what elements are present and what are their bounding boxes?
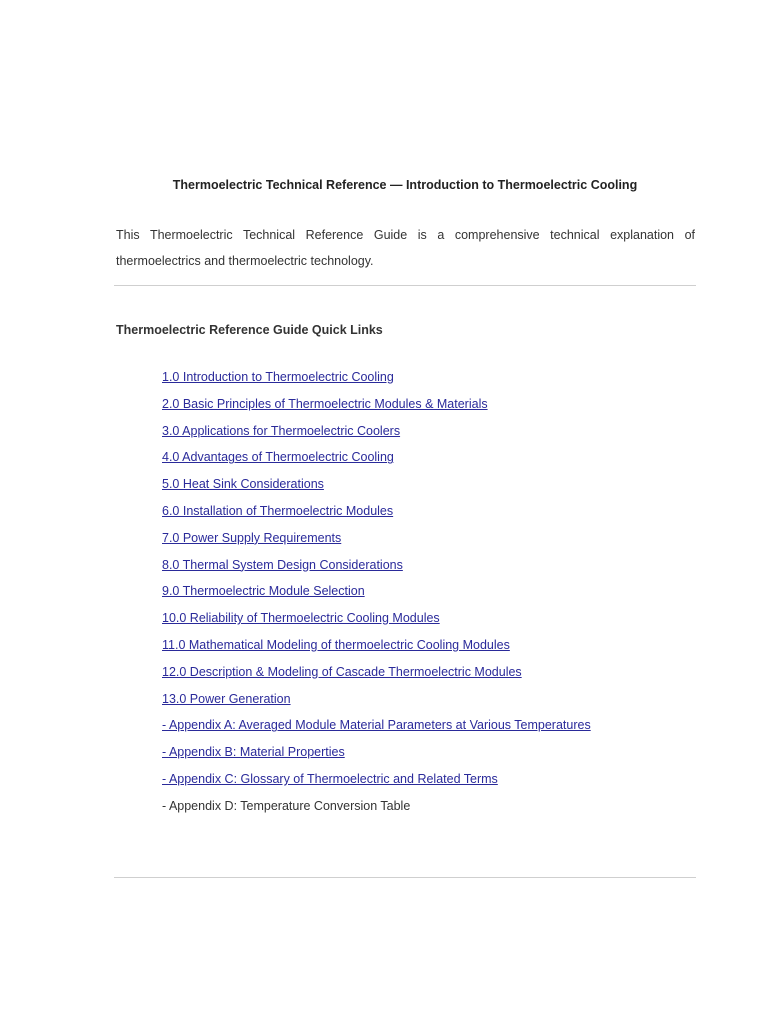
link-8-0-thermal-system-design[interactable]: 8.0 Thermal System Design Considerations xyxy=(162,557,403,572)
link-3-0-applications[interactable]: 3.0 Applications for Thermoelectric Coolers xyxy=(162,423,401,438)
link-1-0-introduction[interactable]: 1.0 Introduction to Thermoelectric Cooling xyxy=(162,370,394,384)
quick-links-list xyxy=(162,368,591,824)
link-10-0-reliability[interactable]: 10.0 Reliability of Thermoelectric Cooling Modules xyxy=(162,611,440,626)
list-item xyxy=(162,743,591,770)
page-title: Thermoelectric Technical Reference — Introduction to Thermoelectric Cooling xyxy=(172,178,638,192)
list-item xyxy=(162,663,591,690)
list-item xyxy=(162,609,591,636)
divider-bottom xyxy=(114,877,696,878)
link-12-0-cascade-modules[interactable]: 12.0 Description & Modeling of Cascade Thermoelectric Modules xyxy=(162,664,522,679)
quick-links-heading: Thermoelectric Reference Guide Quick Links xyxy=(116,323,383,337)
list-item xyxy=(162,395,591,422)
link-11-0-mathematical-modeling[interactable]: 11.0 Mathematical Modeling of thermoelectric Cooling Modules xyxy=(162,637,510,652)
link-5-0-heat-sink[interactable]: 5.0 Heat Sink Considerations xyxy=(162,477,324,492)
divider-top xyxy=(114,285,696,286)
link-4-0-advantages[interactable]: 4.0 Advantages of Thermoelectric Cooling xyxy=(162,450,394,465)
list-item xyxy=(162,690,591,717)
link-appendix-c[interactable]: - Appendix C: Glossary of Thermoelectric and Related Terms xyxy=(162,771,498,786)
intro-paragraph: This Thermoelectric Technical Reference Guide is a comprehensive technical explanation of thermoelectrics and thermoelectric technology. xyxy=(116,228,695,268)
appendix-d-text: - Appendix D: Temperature Conversion Table xyxy=(162,798,411,813)
link-7-0-power-supply[interactable]: 7.0 Power Supply Requirements xyxy=(162,530,342,545)
list-item xyxy=(162,368,591,395)
link-6-0-installation[interactable]: 6.0 Installation of Thermoelectric Modules xyxy=(162,503,394,518)
link-13-0-power-generation[interactable]: 13.0 Power Generation xyxy=(162,691,291,706)
list-item xyxy=(162,502,591,529)
list-item xyxy=(162,770,591,797)
list-item xyxy=(162,636,591,663)
link-appendix-b[interactable]: - Appendix B: Material Properties xyxy=(162,745,345,760)
list-item xyxy=(162,716,591,743)
list-item xyxy=(162,582,591,609)
link-appendix-a[interactable]: - Appendix A: Averaged Module Material Parameters at Various Temperatures xyxy=(162,718,591,733)
link-9-0-module-selection[interactable]: 9.0 Thermoelectric Module Selection xyxy=(162,584,365,599)
list-item xyxy=(162,475,591,502)
link-2-0-basic-principles[interactable]: 2.0 Basic Principles of Thermoelectric Modules & Materials xyxy=(162,396,488,411)
list-item xyxy=(162,448,591,475)
list-item xyxy=(162,556,591,583)
list-item xyxy=(162,422,591,449)
list-item xyxy=(162,797,591,824)
list-item xyxy=(162,529,591,556)
